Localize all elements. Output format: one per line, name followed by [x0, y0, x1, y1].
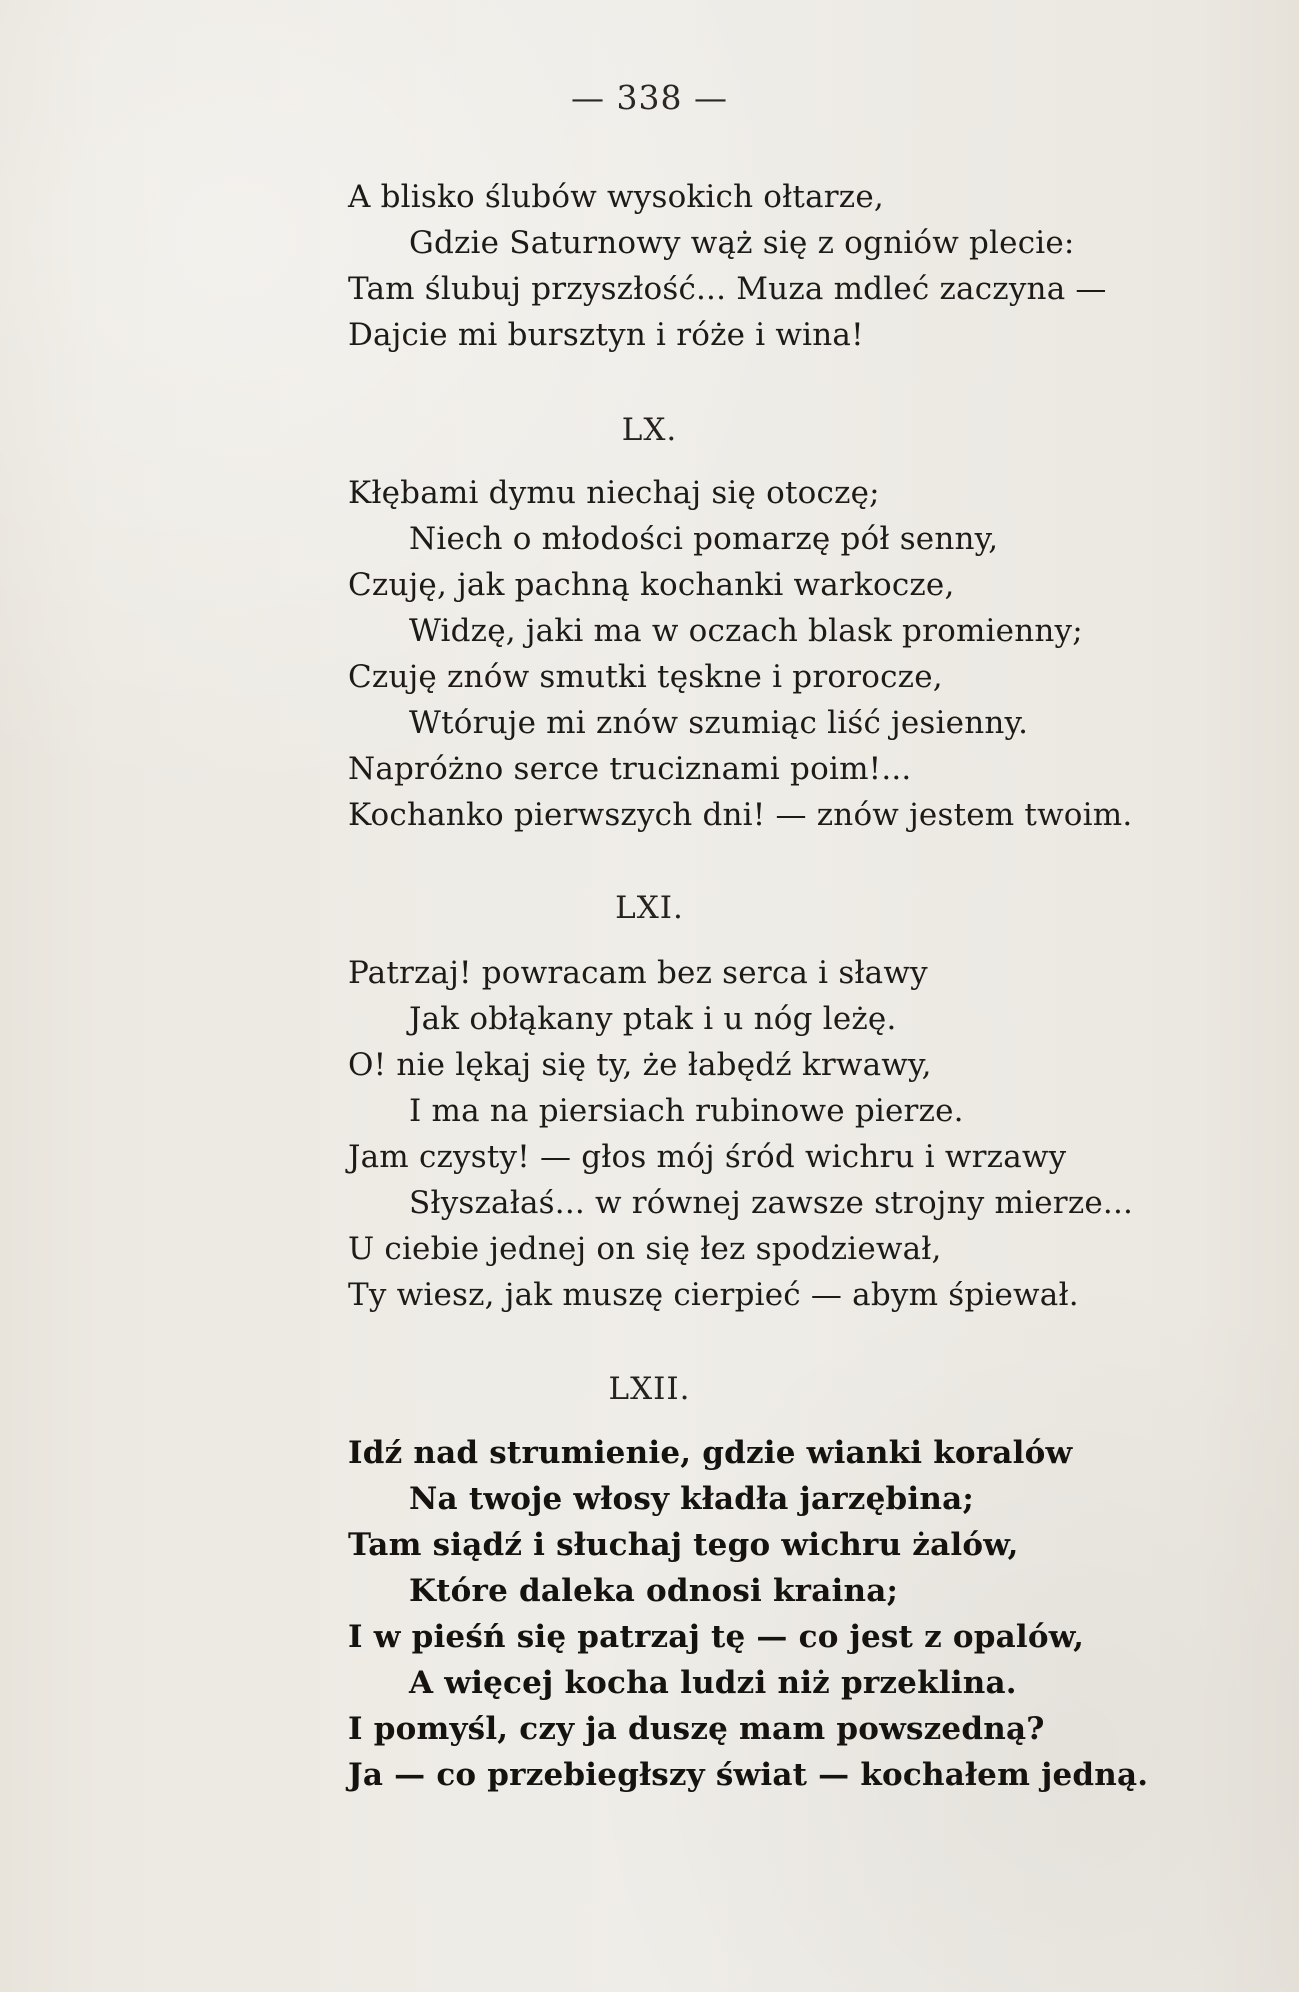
poem-line: U ciebie jednej on się łez spodziewał,: [348, 1231, 942, 1267]
poem-line: Słyszałaś... w równej zawsze strojny mierze...: [409, 1185, 1134, 1221]
poem-line: Ty wiesz, jak muszę cierpieć — abym śpiewał.: [348, 1277, 1079, 1313]
poem-line: Napróżno serce truciznami poim!...: [348, 751, 912, 787]
poem-line: Jam czysty! — głos mój śród wichru i wrzawy: [348, 1139, 1067, 1175]
section-heading-lxii: LXII.: [608, 1371, 691, 1407]
poem-line: Jak obłąkany ptak i u nóg leżę.: [409, 1001, 897, 1037]
stanza-lxii: [348, 1430, 1208, 1798]
poem-line: Na twoje włosy kładła jarzębina;: [409, 1481, 975, 1517]
poem-line: I pomyśl, czy ja duszę mam powszedną?: [348, 1711, 1045, 1747]
poem-line: Patrzaj! powracam bez serca i sławy: [348, 955, 928, 991]
page-number: — 338 —: [571, 78, 728, 117]
poem-line: I w pieśń się patrzaj tę — co jest z opalów,: [348, 1619, 1085, 1655]
poem-line: Wtóruje mi znów szumiąc liść jesienny.: [409, 705, 1029, 741]
poem-line: Ja — co przebiegłszy świat — kochałem jedną.: [348, 1757, 1149, 1793]
stanza-lxi: [348, 950, 1208, 1318]
poem-line: O! nie lękaj się ty, że łabędź krwawy,: [348, 1047, 932, 1083]
stanza-lx: [348, 470, 1208, 838]
poem-line: Gdzie Saturnowy wąż się z ogniów plecie:: [409, 225, 1075, 261]
poem-line: Czuję znów smutki tęskne i prorocze,: [348, 659, 943, 695]
poem-line: Które daleka odnosi kraina;: [409, 1573, 899, 1609]
poem-line: I ma na piersiach rubinowe pierze.: [409, 1093, 964, 1129]
poem-line: Tam ślubuj przyszłość... Muza mdleć zaczyna —: [348, 271, 1107, 307]
poem-line: Idź nad strumienie, gdzie wianki koralów: [348, 1435, 1073, 1471]
poem-line: Niech o młodości pomarzę pół senny,: [409, 521, 999, 557]
poem-line: Widzę, jaki ma w oczach blask promienny;: [409, 613, 1083, 649]
stanza-opening: [348, 174, 1208, 358]
section-heading-lx: LX.: [621, 412, 678, 448]
poem-line: Tam siądź i słuchaj tego wichru żalów,: [348, 1527, 1019, 1563]
poem-line: A więcej kocha ludzi niż przeklina.: [409, 1665, 1017, 1701]
poem-line: Kochanko pierwszych dni! — znów jestem twoim.: [348, 797, 1133, 833]
poem-line: Dajcie mi bursztyn i róże i wina!: [348, 317, 864, 353]
section-heading-lxi: LXI.: [615, 890, 684, 926]
poem-line: A blisko ślubów wysokich ołtarze,: [348, 179, 884, 215]
poem-line: Czuję, jak pachną kochanki warkocze,: [348, 567, 955, 603]
poem-line: Kłębami dymu niechaj się otoczę;: [348, 475, 880, 511]
